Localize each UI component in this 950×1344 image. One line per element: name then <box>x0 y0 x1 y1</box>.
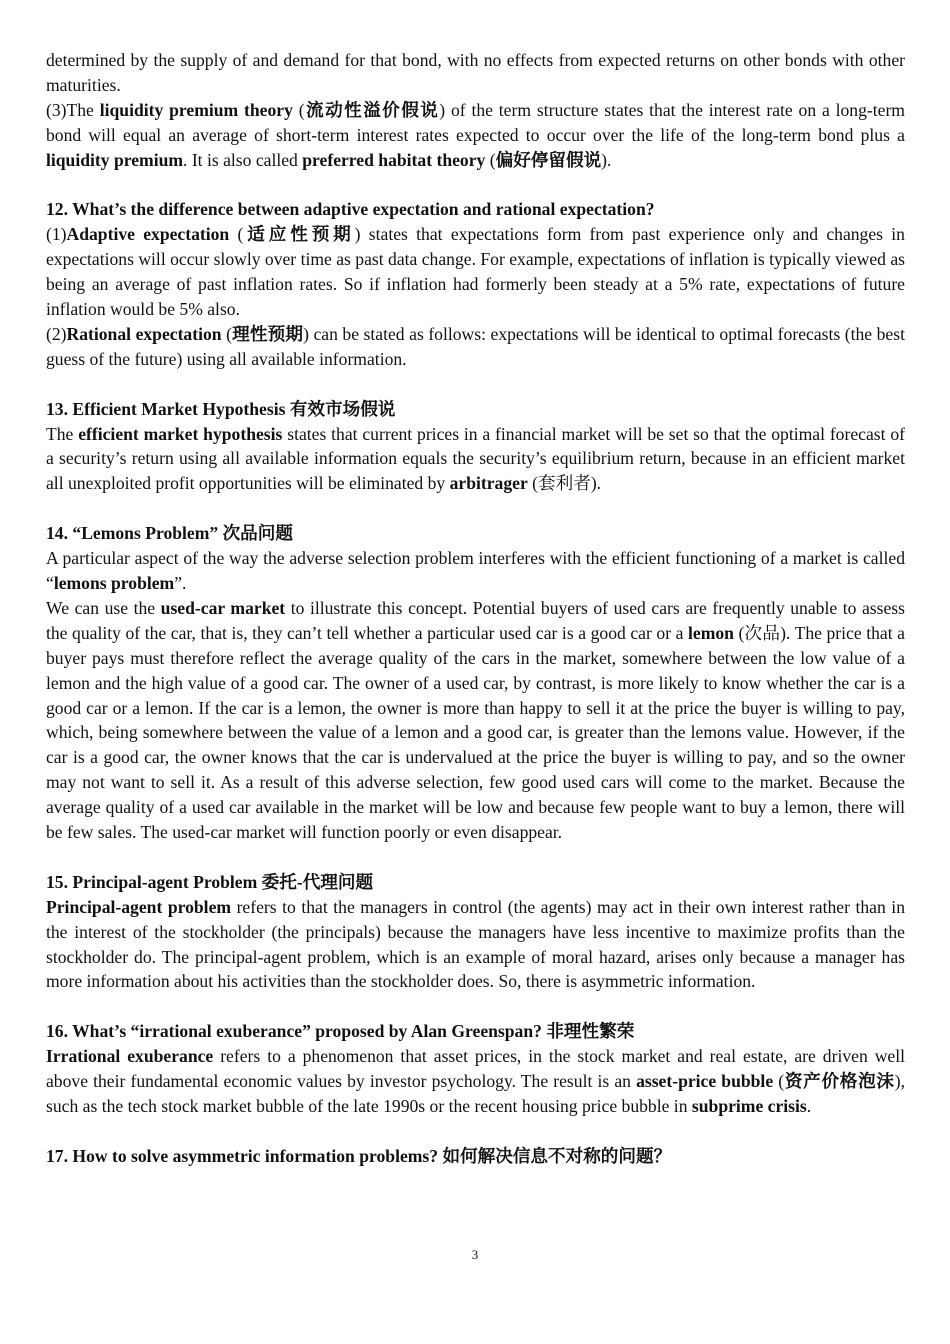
text-run: (套利者). <box>527 473 602 494</box>
bold-text-run: preferred habitat theory <box>302 149 486 170</box>
text-run: A particular aspect of the way the adverse selection problem interferes with the efficient functioning of a market is called “ <box>46 548 905 593</box>
heading-q15 <box>46 870 905 895</box>
paragraph-adaptive-expectation <box>46 222 905 322</box>
text-run: ) can be stated as follows: expectations will be identical to optimal forecasts (the best guess of the future) using all available information. <box>46 323 905 369</box>
heading-q16 <box>46 1019 905 1044</box>
page-number: 3 <box>471 1247 479 1262</box>
document-page <box>46 48 905 1169</box>
text-run: determined by the supply of and demand for that bond, with no effects from expected returns on other bonds with other maturities. <box>46 50 905 95</box>
text-run: ). <box>601 149 612 170</box>
bold-text-run: Irrational exuberance <box>46 1046 214 1067</box>
text-run: The <box>46 423 79 444</box>
text-run: . <box>806 1095 812 1116</box>
paragraph-gap <box>46 372 905 397</box>
bold-text-run: Adaptive expectation <box>66 224 230 245</box>
bold-text-run: liquidity premium theory <box>99 99 293 120</box>
text-run: states that current prices in a financial market will be set so that the optimal forecast of a security’s return using all available information equals the security’s equilibrium return, because in an efficient market all unexploited profit opportunities will be eliminated by <box>46 423 905 494</box>
text-run: ( <box>773 1071 785 1092</box>
bold-text-run: lemons problem <box>53 572 175 593</box>
text-run: refers to that the managers in control (the agents) may act in their own interest rather than in the interest of the stockholder (the principals) because the managers have less incentive to maximize profits than the stockholder do. The principal-agent problem, which is an example of moral hazard, arises only because a manager has more information about his activities than the stockholder does. So, there is asymmetric information. <box>46 896 905 992</box>
bold-text-run: asset-price bubble <box>636 1071 774 1092</box>
heading-q13 <box>46 397 905 422</box>
bold-text-run: 资产价格泡沫 <box>784 1071 895 1092</box>
paragraph-gap <box>46 496 905 521</box>
heading-q12 <box>46 197 905 222</box>
bold-text-run: 16. What’s “irrational exuberance” proposed by Alan Greenspan? 非理性繁荣 <box>46 1021 635 1042</box>
text-run: We can use the <box>46 597 161 618</box>
bold-text-run: liquidity premium <box>46 149 184 170</box>
paragraph-gap <box>46 173 905 198</box>
paragraph-principal-agent <box>46 895 905 995</box>
text-run: (1) <box>46 224 67 245</box>
bold-text-run: Rational expectation <box>66 323 222 344</box>
paragraph-gap <box>46 994 905 1019</box>
text-run: ( <box>229 224 244 245</box>
bold-text-run: 理性预期 <box>231 323 304 344</box>
paragraph-irrational-exuberance <box>46 1044 905 1119</box>
text-run: ( <box>485 149 496 170</box>
text-run: (3)The <box>46 99 100 120</box>
paragraph-segmented-markets-end <box>46 48 905 98</box>
text-run: ) states that expectations form from past experience only and changes in expectations will occur slowly over time as past data change. For example, expectations of inflation is typically viewed as being an average of past inflation rates. So if inflation had formerly been steady at a 5% rate, expectations of future inflation would be 5% also. <box>46 224 905 320</box>
paragraph-efficient-market <box>46 422 905 497</box>
paragraph-liquidity-premium-theory <box>46 98 905 173</box>
paragraph-gap <box>46 1119 905 1144</box>
text-run: ) of the term structure states that the interest rate on a long-term bond will equal an average of short-term interest rates expected to occur over the life of the long-term bond plus a <box>46 99 905 145</box>
bold-text-run: 15. Principal-agent Problem 委托-代理问题 <box>46 871 374 892</box>
bold-text-run: 14. “Lemons Problem” 次品问题 <box>46 523 293 544</box>
text-run: (2) <box>46 323 67 344</box>
bold-text-run: 12. What’s the difference between adaptive expectation and rational expectation? <box>46 199 655 220</box>
heading-q17 <box>46 1144 905 1169</box>
text-run: to illustrate this concept. Potential buyers of used cars are frequently unable to assess the quality of the car, that is, they can’t tell whether a particular used car is a good car or a <box>46 597 905 643</box>
bold-text-run: arbitrager <box>449 473 528 494</box>
bold-text-run: efficient market hypothesis <box>78 423 283 444</box>
text-run: ”. <box>174 572 187 593</box>
bold-text-run: subprime crisis <box>691 1095 807 1116</box>
bold-text-run: 13. Efficient Market Hypothesis 有效市场假说 <box>46 398 396 419</box>
text-run: . It is also called <box>183 149 303 170</box>
bold-text-run: 偏好停留假说 <box>495 149 602 170</box>
bold-text-run: lemon <box>688 622 734 643</box>
heading-q14 <box>46 521 905 546</box>
bold-text-run: Principal-agent problem <box>46 896 232 917</box>
text-run: ( <box>292 99 305 120</box>
paragraph-rational-expectation <box>46 322 905 372</box>
text-run: ), such as the tech stock market bubble of the late 1990s or the recent housing price bubble in <box>46 1071 905 1116</box>
text-run: ( <box>221 323 232 344</box>
paragraph-lemons-definition <box>46 546 905 596</box>
paragraph-gap <box>46 845 905 870</box>
bold-text-run: 流动性溢价假说 <box>304 99 440 120</box>
paragraph-used-car-market <box>46 596 905 845</box>
text-run: refers to a phenomenon that asset prices, in the stock market and real estate, are driven well above their fundamental economic values by investor psychology. The result is an <box>46 1046 905 1092</box>
bold-text-run: 适应性预期 <box>243 224 355 245</box>
text-run: (次品). The price that a buyer pays must therefore reflect the average quality of the cars in the market, somewhere between the low value of a lemon and the high value of a good car. The owner of a used car, by contrast, is more likely to know whether the car is a good car or a lemon. If the car is a lemon, the owner is more than happy to sell it at the price the buyer is willing to pay, which, being somewhere between the value of a lemon and a good car, is greater than the lemons value. However, if the car is a good car, the owner knows that the car is undervalued at the price the buyer is willing to pay, and so the owner may not want to sell it. As a result of this adverse selection, few good used cars will come to the market. Because the average quality of a used car available in the market will be low and because few people want to buy a lemon, there will be few sales. The used-car market will function poorly or even disappear. <box>46 622 905 843</box>
bold-text-run: 17. How to solve asymmetric information problems? 如何解决信息不对称的问题？ <box>46 1145 672 1166</box>
bold-text-run: used-car market <box>160 597 286 618</box>
